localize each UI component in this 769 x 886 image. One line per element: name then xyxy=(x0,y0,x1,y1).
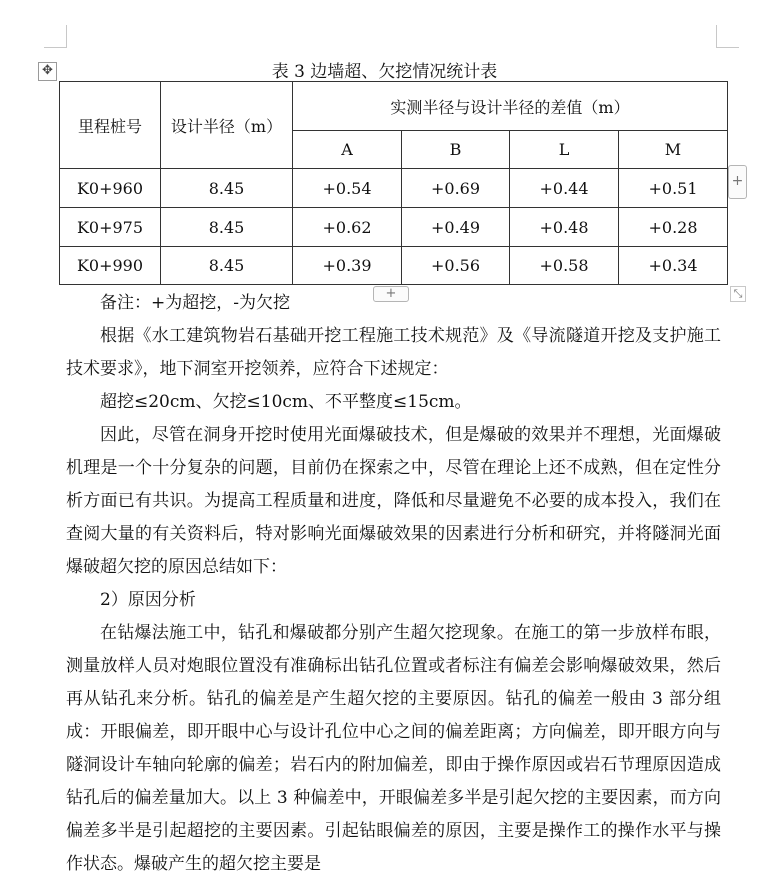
body-paragraph: 在钻爆法施工中，钻孔和爆破都分别产生超欠挖现象。在施工的第一步放样布眼，测量放样人员对炮眼位置没有准确标出钻孔位置或者标注有偏差会影响爆破效果，然后再从钻孔来分析。钻孔的偏差是产生超欠挖的主要原因。钻孔的偏差一般由 3 部分组成：开眼偏差，即开眼中心与设计孔位中心之间的偏差距离；方向偏差，即开眼方向与隧洞设计车轴向轮廓的偏差；岩石内的附加偏差，即由于操作原因或岩石节理原因造成钻孔后的偏差量加大。以上 3 种偏差中，开眼偏差多半是引起欠挖的主要因素，而方向偏差多半是引起超挖的主要因素。引起钻眼偏差的原因，主要是操作工的操作水平与操作状态。爆破产生的超欠挖主要是 xyxy=(66,623,721,874)
page-corner-mark-top-left xyxy=(44,25,67,48)
note-paragraph: 备注：+为超挖，-为欠挖 xyxy=(100,293,290,313)
page-corner-mark-top-right xyxy=(716,25,739,48)
add-column-button[interactable]: + xyxy=(373,286,409,302)
section-heading: 2）原因分析 xyxy=(100,590,196,610)
table-caption: 表 3 边墙超、欠挖情况统计表 xyxy=(271,62,498,82)
cell-station: K0+990 xyxy=(60,247,161,285)
cell-value-b: +0.69 xyxy=(402,169,510,208)
cell-value-b: +0.49 xyxy=(402,208,510,247)
cell-value-a: +0.39 xyxy=(293,247,402,285)
cell-radius: 8.45 xyxy=(161,169,293,208)
cell-value-l: +0.58 xyxy=(510,247,619,285)
statistics-table xyxy=(59,81,728,285)
cell-value-m: +0.51 xyxy=(619,169,728,208)
body-paragraph: 超挖≤20cm、欠挖≤10cm、不平整度≤15cm。 xyxy=(100,392,472,412)
cell-value-m: +0.34 xyxy=(619,247,728,285)
cell-value-a: +0.62 xyxy=(293,208,402,247)
cell-value-b: +0.56 xyxy=(402,247,510,285)
cell-value-a: +0.54 xyxy=(293,169,402,208)
cell-value-m: +0.28 xyxy=(619,208,728,247)
cell-value-l: +0.48 xyxy=(510,208,619,247)
add-row-button[interactable]: + xyxy=(728,165,747,199)
header-design-radius: 设计半径（m） xyxy=(161,82,293,169)
cell-station: K0+960 xyxy=(60,169,161,208)
cell-radius: 8.45 xyxy=(161,247,293,285)
subheader-l: L xyxy=(510,131,619,169)
header-station: 里程桩号 xyxy=(60,82,161,169)
subheader-b: B xyxy=(402,131,510,169)
table-row xyxy=(60,208,728,247)
table-move-handle-icon[interactable]: ✥ xyxy=(38,62,57,81)
cell-radius: 8.45 xyxy=(161,208,293,247)
table-row xyxy=(60,247,728,285)
header-radius-difference: 实测半径与设计半径的差值（m） xyxy=(293,82,728,131)
cell-station: K0+975 xyxy=(60,208,161,247)
subheader-m: M xyxy=(619,131,728,169)
subheader-a: A xyxy=(293,131,402,169)
table-row xyxy=(60,169,728,208)
body-paragraph: 因此，尽管在洞身开挖时使用光面爆破技术，但是爆破的效果并不理想，光面爆破机理是一个十分复杂的问题，目前仍在探索之中，尽管在理论上还不成熟，但在定性分析方面已有共识。为提高工程质量和进度，降低和尽量避免不必要的成本投入，我们在查阅大量的有关资料后，特对影响光面爆破效果的因素进行分析和研究，并将隧洞光面爆破超欠挖的原因总结如下： xyxy=(66,425,721,577)
cell-value-l: +0.44 xyxy=(510,169,619,208)
table-resize-icon[interactable]: ⤡ xyxy=(730,286,746,302)
body-paragraph: 根据《水工建筑物岩石基础开挖工程施工技术规范》及《导流隧道开挖及支护施工技术要求》，地下洞室开挖领养，应符合下述规定： xyxy=(66,326,721,379)
